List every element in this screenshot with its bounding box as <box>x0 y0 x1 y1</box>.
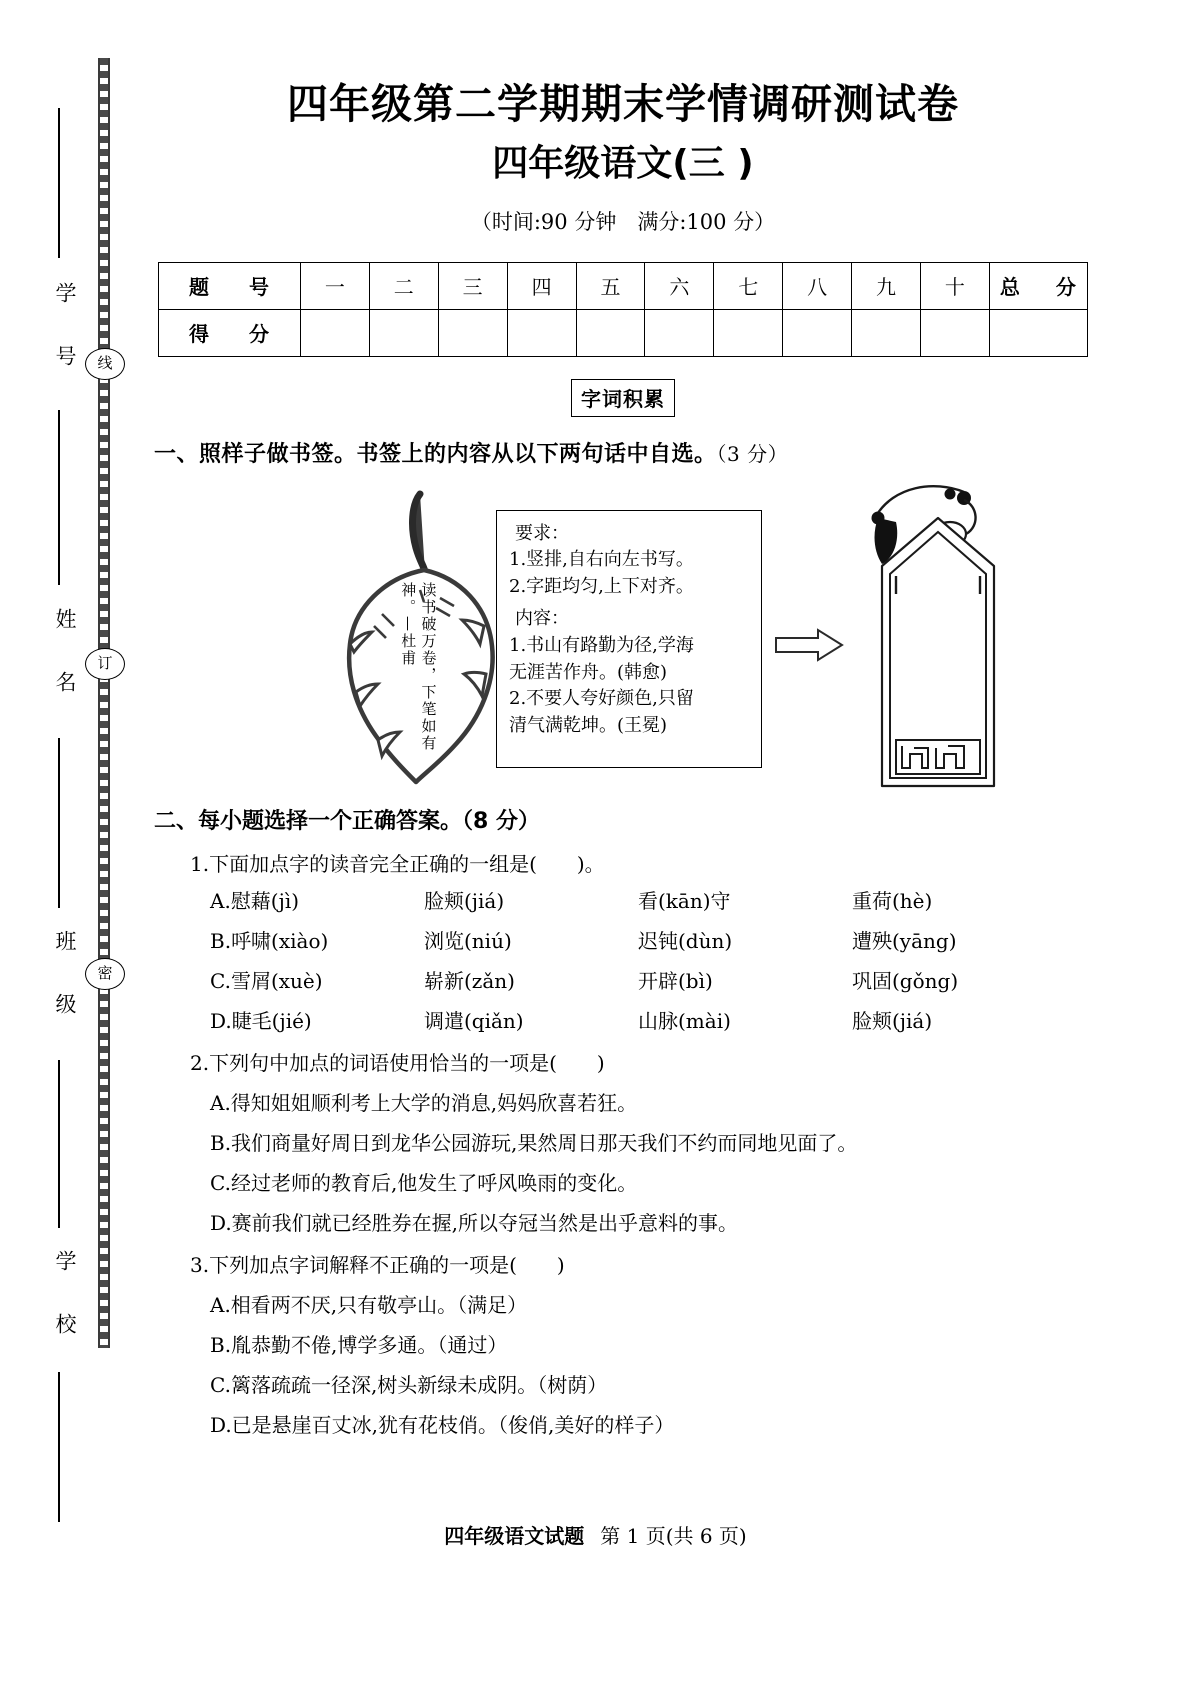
sub2-option-a[interactable]: A.得知姐姐顺利考上大学的消息,妈妈欣喜若狂。 <box>210 1090 638 1115</box>
option-row-c[interactable] <box>210 965 1098 994</box>
option-row-b[interactable] <box>210 925 1098 954</box>
option-c-cell-4: 巩固(gǒng) <box>852 968 959 993</box>
option-b-cell-4: 遭殃(yāng) <box>852 928 957 953</box>
score-value-6[interactable] <box>645 309 714 356</box>
option-c-label: C. <box>210 968 231 993</box>
blank-bookmark-illustration <box>838 478 1038 798</box>
score-table-row-label: 题 号 <box>159 262 301 309</box>
requirements-box <box>496 510 762 768</box>
sub3-option-b[interactable]: B.胤恭勤不倦,博学多通。（通过） <box>210 1332 508 1357</box>
sidebar-field-school[interactable]: 学 校 <box>53 1250 77 1343</box>
score-col-7: 七 <box>714 262 783 309</box>
sub2-option-d[interactable]: D.赛前我们就已经胜券在握,所以夺冠当然是出乎意料的事。 <box>210 1210 739 1235</box>
option-a-cell-2: 脸颊(jiá) <box>424 888 505 913</box>
question-2-heading <box>154 804 1098 835</box>
score-value-5[interactable] <box>576 309 645 356</box>
sidebar-rule <box>58 108 60 258</box>
page-title: 四年级第二学期期末学情调研测试卷 <box>287 80 959 128</box>
score-value-1[interactable] <box>300 309 369 356</box>
footer-subject: 四年级语文试题 <box>444 1524 585 1548</box>
score-value-4[interactable] <box>507 309 576 356</box>
score-col-5: 五 <box>576 262 645 309</box>
score-col-6: 六 <box>645 262 714 309</box>
sidebar-rule <box>58 1060 60 1228</box>
option-row-d[interactable] <box>210 1005 1098 1034</box>
requirements-label: 要求： <box>515 522 569 544</box>
score-col-8: 八 <box>783 262 852 309</box>
seal-dashed-line <box>98 58 110 1348</box>
section-banner: 字词积累 <box>571 379 675 417</box>
sub3-option-c[interactable]: C.篱落疏疏一径深,树头新绿未成阴。（树荫） <box>210 1372 608 1397</box>
sidebar-field-student-id[interactable]: 学 号 <box>53 282 77 375</box>
question-1-text: 一、照样子做书签。书签上的内容从以下两句话中自选。 <box>154 441 717 467</box>
sidebar-field-class[interactable]: 班 级 <box>53 930 77 1023</box>
bookmark-icon <box>838 478 1038 798</box>
score-col-9: 九 <box>852 262 921 309</box>
question-2-points: （8 分） <box>462 808 540 834</box>
score-col-10: 十 <box>920 262 989 309</box>
content-item-1a: 1.书山有路勤为径,学海 <box>509 635 694 656</box>
sub-question-3-prompt: 3.下列加点字词解释不正确的一项是( ) <box>190 1252 565 1277</box>
sub3-option-d[interactable]: D.已是悬崖百丈冰,犹有花枝俏。（俊俏,美好的样子） <box>210 1412 675 1437</box>
leaf-bookmark-text: 读书破万卷，下笔如有神。—杜甫 <box>399 581 438 752</box>
score-col-3: 三 <box>438 262 507 309</box>
score-value-8[interactable] <box>783 309 852 356</box>
option-b-cell-3: 迟钝(dùn) <box>638 928 733 953</box>
seal-char-line: 线 <box>85 348 125 380</box>
option-row-a[interactable] <box>210 885 1098 914</box>
seal-char-bind: 订 <box>85 648 125 680</box>
sidebar-rule <box>58 410 60 585</box>
exam-content <box>148 0 1098 1438</box>
score-value-10[interactable] <box>920 309 989 356</box>
question-1-points: （3 分） <box>716 441 789 466</box>
option-d-label: D. <box>210 1008 232 1033</box>
sub2-option-b[interactable]: B.我们商量好周日到龙华公园游玩,果然周日那天我们不约而同地见面了。 <box>210 1130 858 1155</box>
bookmark-figure-row <box>148 478 1098 798</box>
score-value-7[interactable] <box>714 309 783 356</box>
score-value-3[interactable] <box>438 309 507 356</box>
option-a-cell-1: 慰藉(jì) <box>230 888 300 913</box>
option-a-cell-4: 重荷(hè) <box>852 888 933 913</box>
sub-question-1-options <box>210 885 1098 1034</box>
exam-meta: （时间:90 分钟 满分:100 分） <box>470 209 776 234</box>
sidebar-rule <box>58 1372 60 1522</box>
option-a-label: A. <box>210 888 231 913</box>
sidebar-rule <box>58 738 60 908</box>
requirement-item-1: 1.竖排,自右向左书写。 <box>509 549 694 571</box>
footer-page-number: 第 1 页(共 6 页) <box>600 1524 747 1548</box>
option-d-cell-3: 山脉(mài) <box>638 1008 731 1033</box>
option-c-cell-3: 开辟(bì) <box>638 968 713 993</box>
requirement-item-2: 2.字距均匀,上下对齐。 <box>509 575 694 597</box>
sub2-option-c[interactable]: C.经过老师的教育后,他发生了呼风唤雨的变化。 <box>210 1170 638 1195</box>
option-b-label: B. <box>210 928 232 953</box>
binding-sidebar <box>0 0 140 1684</box>
table-row <box>159 309 1088 356</box>
seal-char-secret: 密 <box>85 958 125 990</box>
score-col-2: 二 <box>369 262 438 309</box>
content-item-2a: 2.不要人夸好颜色,只留 <box>509 688 694 710</box>
score-value-total[interactable] <box>989 309 1087 356</box>
content-item-1b: 无涯苦作舟。(韩愈) <box>509 661 668 683</box>
score-col-1: 一 <box>300 262 369 309</box>
page-subtitle: 四年级语文(三 ) <box>492 142 754 184</box>
score-table <box>158 262 1088 357</box>
arrow-right-icon <box>774 628 844 662</box>
question-2-text: 二、每小题选择一个正确答案。 <box>154 808 463 834</box>
score-table-row-label: 得 分 <box>159 309 301 356</box>
sub-question-1-prompt: 1.下面加点字的读音完全正确的一组是( )。 <box>190 851 605 876</box>
section-banner-wrap <box>148 379 1098 417</box>
option-a-cell-3: 看(kān)守 <box>638 888 731 913</box>
option-d-cell-4: 脸颊(jiá) <box>852 1008 933 1033</box>
table-row <box>159 262 1088 309</box>
option-b-cell-1: 呼啸(xiào) <box>231 928 329 953</box>
score-col-total: 总 分 <box>989 262 1087 309</box>
option-d-cell-1: 睫毛(jié) <box>231 1008 312 1033</box>
option-c-cell-1: 雪屑(xuè) <box>230 968 323 993</box>
content-item-2b: 清气满乾坤。(王冕) <box>509 714 668 736</box>
page-footer <box>0 1520 1191 1549</box>
sidebar-field-name[interactable]: 姓 名 <box>53 608 77 701</box>
option-c-cell-2: 崭新(zǎn) <box>424 968 515 993</box>
option-b-cell-2: 浏览(niú) <box>424 928 512 953</box>
option-d-cell-2: 调遣(qiǎn) <box>424 1008 524 1033</box>
score-value-2[interactable] <box>369 309 438 356</box>
sub3-option-a[interactable]: A.相看两不厌,只有敬亭山。（满足） <box>210 1292 528 1317</box>
question-1-heading <box>154 437 1098 468</box>
sub-question-2-prompt: 2.下列句中加点的词语使用恰当的一项是( ) <box>190 1050 605 1075</box>
score-col-4: 四 <box>507 262 576 309</box>
content-label: 内容： <box>515 608 569 630</box>
score-value-9[interactable] <box>852 309 921 356</box>
